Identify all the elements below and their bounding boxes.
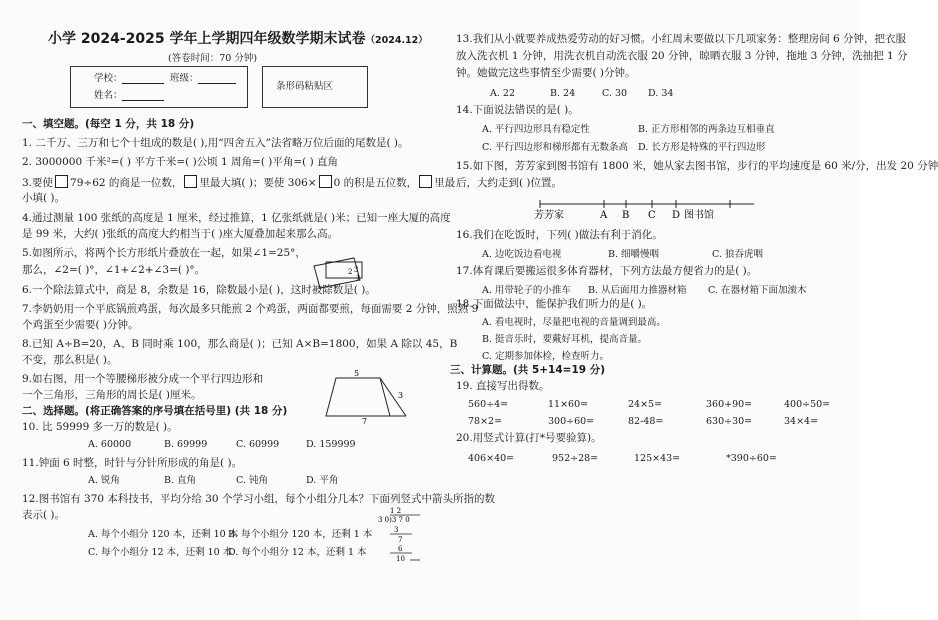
q17-option-b[interactable]: B. 从后面用力推器材箱 xyxy=(588,285,687,296)
digit-box xyxy=(184,175,197,188)
calc-1-2: 11×60= xyxy=(548,399,589,410)
div-quotient: 1 2 xyxy=(390,507,402,515)
q3-text-c: 里最大填( )；要使 306× xyxy=(199,177,317,189)
q14-option-b[interactable]: B. 正方形相邻的两条边互相垂直 xyxy=(638,124,775,135)
question-11: 11.钟面 6 时整，时针与分针所形成的角是( )。 xyxy=(22,457,243,469)
calc-1-1: 560÷4= xyxy=(468,399,509,410)
question-8-line1: 8.已知 A÷B=20，A、B 同时乘 100，那么商是( )；已知 A×B=1800，如果 A 除以 45，B xyxy=(22,338,458,350)
question-14: 14.下面说法错误的是( )。 xyxy=(456,104,579,116)
question-12-line1: 12.图书馆有 370 本科技书，平均分给 30 个学习小组，每个小组分几本？下面列竖式中箭头所指的数 xyxy=(22,493,495,505)
q14-option-c[interactable]: C. 平行四边形和梯形都有无数条高 xyxy=(482,142,628,153)
q17-option-c[interactable]: C. 在器材箱下面加滚木 xyxy=(708,285,807,296)
fig5-angle-2: 2 xyxy=(348,268,353,276)
q12-option-d[interactable]: D. 每个小组分 12 本，还剩 1 本 xyxy=(228,547,367,558)
q14-option-a[interactable]: A. 平行四边形具有稳定性 xyxy=(482,124,590,135)
question-17: 17.体育课后要搬运很多体育器材，下列方法最方便省力的是( )。 xyxy=(456,265,758,277)
vertical-calc-4: *390÷60= xyxy=(726,453,777,464)
digit-box xyxy=(319,175,332,188)
fig5-angle-1: 1 xyxy=(356,274,361,282)
q11-option-b[interactable]: B. 直角 xyxy=(164,475,197,486)
section2-heading: 二、选择题。(将正确答案的序号填在括号里) (共 18 分) xyxy=(22,405,288,417)
q11-option-a[interactable]: A. 锐角 xyxy=(88,475,120,486)
fig5-angle-3: 3 xyxy=(354,266,359,274)
q13-option-d[interactable]: D. 34 xyxy=(648,88,674,99)
q17-option-a[interactable]: A. 用带轮子的小推车 xyxy=(482,285,571,296)
vertical-calc-2: 952÷28= xyxy=(552,453,599,464)
class-label: 班级： xyxy=(170,73,199,84)
trapezoid-figure xyxy=(322,369,414,426)
digit-box xyxy=(419,175,432,188)
section1-heading: 一、填空题。(每空 1 分，共 18 分) xyxy=(22,118,195,130)
section3-heading: 三、计算题。(共 5+14=19 分) xyxy=(450,364,606,376)
exam-title-text: 小学 2024-2025 学年上学期四年级数学期末试卷 xyxy=(48,31,366,47)
q13-option-b[interactable]: B. 24 xyxy=(550,88,576,99)
exam-date: （2024.12） xyxy=(365,35,428,46)
long-division-figure xyxy=(378,506,424,564)
calc-1-4: 360+90= xyxy=(706,399,753,410)
q12-option-c[interactable]: C. 每个小组分 12 本，还剩 10 本 xyxy=(88,547,233,558)
div-step-3: 6 xyxy=(398,545,403,553)
q13-option-a[interactable]: A. 22 xyxy=(490,88,515,99)
vertical-calc-3: 125×43= xyxy=(634,453,681,464)
route-point-d: D xyxy=(672,210,681,221)
question-4-line1: 4.通过测量 100 张纸的高度是 1 厘米，经过推算，1 亿张纸就是( )米；已知一座大厦的高度 xyxy=(22,212,451,224)
fig9-top-length: 5 xyxy=(354,369,360,378)
digit-box xyxy=(55,175,68,188)
route-home: 芳芳家 xyxy=(534,210,564,221)
div-step-2: 7 xyxy=(398,536,403,544)
question-7-line1: 7.李奶奶用一个平底锅煎鸡蛋，每次最多只能煎 2 个鸡蛋，两面都要煎，每面需要 2 分钟，照熟 9 xyxy=(22,303,479,315)
question-20: 20.用竖式计算(打*号要验算)。 xyxy=(456,432,602,444)
question-13-line2: 放入洗衣机 1 分钟，用洗衣机自动洗衣服 20 分钟，晾晒衣服 3 分钟，拖地 3 分钟，洗抽把 1 分 xyxy=(456,50,908,62)
q10-option-b[interactable]: B. 69999 xyxy=(164,439,208,450)
question-15-line1: 15.如下图，芳芳家到图书馆有 1800 米，她从家去图书馆，步行的平均速度是 60 米/分，出发 20 分钟 xyxy=(456,160,938,172)
question-9-line1: 9.如右图，用一个等腰梯形被分成一个平行四边形和 xyxy=(22,373,264,385)
exam-title xyxy=(48,33,428,47)
q11-option-d[interactable]: D. 平角 xyxy=(306,475,339,486)
question-13-line3: 钟。她做完这些事情至少需要( )分钟。 xyxy=(456,67,636,79)
calc-2-2: 300÷60= xyxy=(548,416,595,427)
calc-1-5: 400÷50= xyxy=(784,399,831,410)
question-1: 1. 二千万、三万和七个十组成的数是( ),用“四舍五入”法省略万位后面的尾数是( )。 xyxy=(22,137,409,149)
question-3-line1 xyxy=(22,175,455,190)
q12-option-a[interactable]: A. 每个小组分 120 本，还剩 10 本 xyxy=(88,529,239,540)
route-point-b: B xyxy=(622,210,630,221)
barcode-label: 条形码粘贴区 xyxy=(276,81,334,92)
q3-text-d: 0 的积是五位数， xyxy=(333,177,418,189)
school-field[interactable] xyxy=(122,83,164,84)
time-note: (答卷时间：70 分钟) xyxy=(168,53,258,64)
question-18: 18.下面做法中，能保护我们听力的是( )。 xyxy=(456,298,653,310)
question-9-line2: 一个三角形，三角形的周长是( )厘米。 xyxy=(22,389,202,401)
q10-option-a[interactable]: A. 60000 xyxy=(88,439,132,450)
calc-2-5: 34×4= xyxy=(784,416,819,427)
q10-option-d[interactable]: D. 159999 xyxy=(306,439,356,450)
q13-option-c[interactable]: C. 30 xyxy=(602,88,628,99)
calc-2-3: 82-48= xyxy=(628,416,664,427)
question-19: 19. 直接写出得数。 xyxy=(456,380,550,392)
q3-text-e: 里最 xyxy=(434,177,456,189)
route-point-a: A xyxy=(600,210,608,221)
div-step-1: 3 xyxy=(394,526,399,534)
q12-option-b[interactable]: B. 每个小组分 120 本，还剩 1 本 xyxy=(228,529,373,540)
calc-2-1: 78×2= xyxy=(468,416,503,427)
name-label: 姓名： xyxy=(94,90,123,101)
question-6: 6.一个除法算式中，商是 8，余数是 16，除数最小是( )，这时被除数是( )。 xyxy=(22,284,376,296)
question-2: 2. 3000000 千米²=( ) 平方千米=( )公顷 1 周角=( )平角=( ) 直角 xyxy=(22,156,339,168)
question-15-line2: 后，大约走到( )位置。 xyxy=(456,177,563,189)
q18-option-b[interactable]: B. 挺音乐时，要戴好耳机，提高音量。 xyxy=(482,334,648,345)
question-16: 16.我们在吃饭时，下列( )做法有利于消化。 xyxy=(456,229,663,241)
calc-1-3: 24×5= xyxy=(628,399,663,410)
q18-option-a[interactable]: A. 看电视时，尽量把电视的音量调到最高。 xyxy=(482,317,666,328)
class-field[interactable] xyxy=(198,83,236,84)
school-label: 学校： xyxy=(94,73,123,84)
q10-option-c[interactable]: C. 60999 xyxy=(236,439,280,450)
question-5-line2: 那么，∠2=( )°，∠1+∠2+∠3=( )°。 xyxy=(22,264,206,276)
question-4-line2: 是 99 米，大约( )张纸的高度大约相当于( )座大厦叠加起来那么高。 xyxy=(22,228,339,240)
fig9-bottom-length: 7 xyxy=(362,417,368,426)
q16-option-a[interactable]: A. 边吃饭边看电视 xyxy=(482,249,562,260)
question-7-line2: 个鸡蛋至少需要( )分钟。 xyxy=(22,319,139,331)
q16-option-b[interactable]: B. 细嚼慢咽 xyxy=(608,249,660,260)
q16-option-c[interactable]: C. 狼吞虎咽 xyxy=(712,249,763,260)
question-5-line1: 5.如图所示，将两个长方形纸片叠放在一起，如果∠1=25°， xyxy=(22,247,306,259)
question-10: 10. 比 59999 多一万的数是( )。 xyxy=(22,421,178,433)
q3-text-a: 3.要使 xyxy=(22,177,54,189)
div-dividend: 3 0)3 7 0 xyxy=(378,516,410,524)
question-12-line2: 表示( )。 xyxy=(22,509,66,521)
route-point-c: C xyxy=(648,210,656,221)
name-field[interactable] xyxy=(122,100,164,101)
question-3-line2: 小填( )。 xyxy=(22,192,66,204)
route-diagram xyxy=(534,196,754,226)
question-13-line1: 13.我们从小就要养成热爱劳动的好习惯。小红周末要做以下几项家务：整理房间 6 分钟，把衣服 xyxy=(456,33,907,45)
q3-text-b: 79÷62 的商是一位数， xyxy=(70,177,183,189)
q11-option-c[interactable]: C. 钝角 xyxy=(236,475,268,486)
q14-option-d[interactable]: D. 长方形是特殊的平行四边形 xyxy=(638,142,766,153)
q18-option-c[interactable]: C. 定期参加体检，检查听力。 xyxy=(482,351,609,362)
vertical-calc-1: 406×40= xyxy=(468,453,515,464)
fig9-side-length: 3 xyxy=(398,391,404,400)
route-library: 图书馆 xyxy=(684,210,714,221)
question-8-line2: 不变，那么积是( )。 xyxy=(22,354,118,366)
calc-2-4: 630÷30= xyxy=(706,416,753,427)
div-remainder: 10 xyxy=(396,555,405,563)
